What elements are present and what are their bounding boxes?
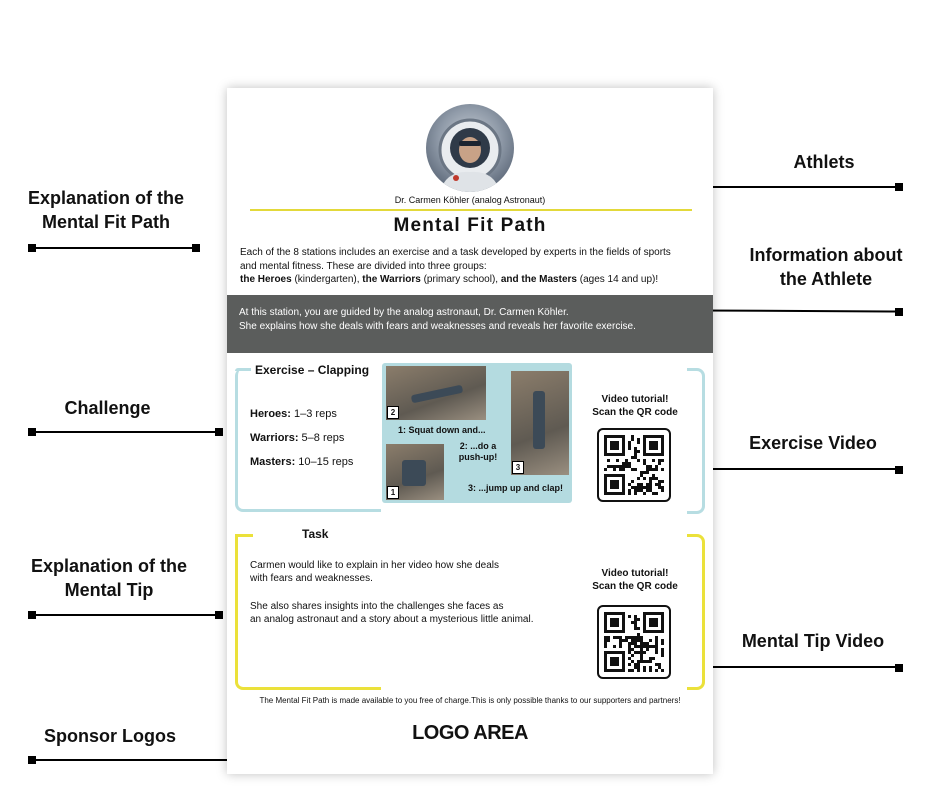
leader-dot [28,756,36,764]
poster-sheet [227,88,713,774]
task-qr-code[interactable] [597,605,671,679]
guide-line: At this station, you are guided by the analog astronaut, Dr. Carmen Köhler. [239,307,569,318]
callout-challenge: Challenge [64,398,151,418]
leader-line [32,614,222,616]
reps-warriors [250,432,344,444]
qr-label-line: Scan the QR code [592,407,678,418]
qr-code-icon [599,430,669,500]
leader-dot [192,244,200,252]
group-masters: and the Masters [500,274,577,285]
athlete-info-band [227,295,713,353]
exercise-qr-label [588,393,682,419]
leader-line [702,309,902,312]
photo-number: 3 [512,461,524,474]
leader-dot [215,611,223,619]
callout-athlets: Athlets [793,152,855,172]
leader-dot [895,183,903,191]
task-qr-label [588,567,682,593]
exercise-bracket-right [687,368,705,514]
figure-shape [411,385,464,404]
step-caption: 3: ...jump up and clap! [468,483,564,493]
reps-masters [250,456,353,468]
reps-label: Warriors: [250,432,299,444]
group-note: (kindergarten), [291,274,363,285]
group-warriors: the Warriors [362,274,421,285]
photo-number: 1 [387,486,399,499]
task-line: Carmen would like to explain in her video how she deals [250,560,500,571]
task-paragraph-1 [250,559,580,585]
leader-dot [895,664,903,672]
leader-dot [28,244,36,252]
exercise-bracket-top [235,368,251,371]
qr-label-line: Scan the QR code [592,581,678,592]
leader-dot [28,428,36,436]
exercise-photos [382,363,572,503]
reps-value: 10–15 reps [295,456,354,468]
qr-label-line: Video tutorial! [601,568,669,579]
exercise-title: Exercise – Clapping [255,363,370,377]
group-note: (primary school), [420,274,501,285]
photo-squat [386,444,444,500]
athlete-photo [426,104,514,192]
group-note: (ages 14 and up)! [576,274,659,285]
callout-explanation-path: Explanation of the Mental Fit Path [27,188,184,232]
leader-line [702,666,902,668]
reps-value: 1–3 reps [290,408,337,420]
intro-paragraph [240,246,705,287]
photo-number: 2 [387,406,399,419]
task-bracket-right [687,534,705,690]
leader-line [32,431,222,433]
step-caption: 2: ...do a push-up! [458,441,498,462]
exercise-qr-code[interactable] [597,428,671,502]
guide-line: She explains how she deals with fears and weaknesses and reveals her favorite exercise. [239,321,636,332]
reps-label: Masters: [250,456,296,468]
callout-exercise-video: Exercise Video [749,433,877,453]
leader-dot [895,466,903,474]
task-bracket-top [235,534,253,537]
reps-heroes [250,408,337,420]
task-title: Task [302,527,329,541]
athlete-name: Dr. Carmen Köhler (analog Astronaut) [394,195,546,205]
callout-mental-tip-video: Mental Tip Video [741,631,885,651]
task-line: with fears and weaknesses. [250,573,373,584]
leader-line [702,468,902,470]
leader-dot [215,428,223,436]
intro-line: Each of the 8 stations includes an exercise and a task developed by experts in the fields of sports [240,247,671,258]
leader-line [32,247,198,249]
group-heroes: the Heroes [240,274,292,285]
astronaut-portrait [426,104,514,192]
leader-dot [895,308,903,316]
title-divider [250,209,692,211]
figure-shape [533,391,545,449]
photo-jump [511,371,569,475]
task-line: an analog astronaut and a story about a mysterious little animal. [250,614,534,625]
callout-info-athlete: Information about the Athlete [749,245,903,289]
task-line: She also shares insights into the challenges she faces as [250,601,504,612]
figure-shape [402,460,426,486]
photo-pushup [386,366,486,420]
intro-line: and mental fitness. These are divided into three groups: [240,260,487,272]
task-paragraph-2 [250,600,580,626]
footer-note: The Mental Fit Path is made available to you free of charge.This is only possible thanks to our supporters and partners! [259,696,681,705]
qr-label-line: Video tutorial! [601,394,669,405]
leader-dot [28,611,36,619]
qr-code-icon [599,607,669,677]
logo-area: LOGO AREA [412,722,528,744]
callout-explanation-tip: Explanation of the Mental Tip [30,556,187,600]
reps-value: 5–8 reps [298,432,345,444]
page-title: Mental Fit Path [393,215,547,236]
callout-sponsor-logos: Sponsor Logos [44,726,176,746]
step-caption: 1: Squat down and... [398,425,486,435]
reps-label: Heroes: [250,408,291,420]
